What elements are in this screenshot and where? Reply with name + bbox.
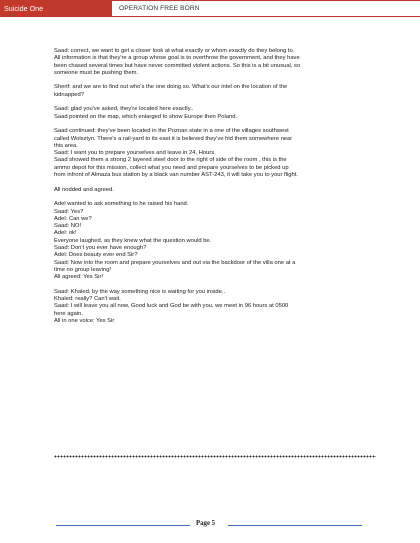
page-header <box>0 0 420 17</box>
text-line: Adel: Can we? <box>54 215 92 222</box>
text-line: Saad: I want you to prepare yourselves and leave in 24, Hours. <box>54 150 216 157</box>
text-line: Saad: Don't you ever have enough? <box>54 245 147 252</box>
text-line: All agreed: Yes Sir! <box>54 274 103 281</box>
text-line: Saad: correct, we want to get a closer look at what exactly or whom exactly do they belong to. <box>54 48 295 54</box>
header-chapter-title: OPERATION FREE BORN <box>112 0 420 17</box>
text-line: called Wolsztyn. There's a rail-yard to its east it is believed they've hid them somewhere near <box>54 135 293 142</box>
paragraph <box>54 201 374 281</box>
text-line: been chased several times but have never committed violent actions. So this is a bit unusual, so <box>54 62 301 69</box>
text-line: ammo depot for this mission, collect what you need and prepare yourselves to be picked up <box>54 164 289 171</box>
text-line: Saad continued: they've been located in the Poznan state in a one of the villages southwest <box>54 128 289 135</box>
footer-rule-right <box>228 525 362 526</box>
text-line: kidnapped? <box>54 91 84 98</box>
text-line: All information is that they're a group whose goal is to overthrow the government, and they have <box>54 55 300 62</box>
paragraph <box>54 84 374 99</box>
text-line: All nodded and agreed. <box>54 186 114 193</box>
page-number: Page 5 <box>196 520 216 527</box>
footer-rule-left <box>56 525 190 526</box>
paragraph <box>54 187 374 194</box>
text-line: Saad pointed on the map, which enlarged to show Europe then Poland. <box>54 113 238 120</box>
text-line: Saad showed them a strong 2 layered steel door to the right of side of the room , this is the <box>54 157 287 164</box>
text-line: Saad: Now into the room and prepare yourselves and out via the backdoor of the villa one at a <box>54 259 296 266</box>
text-line: Adel: ok! <box>54 230 77 237</box>
text-line: Khaled: really? Can't wait. <box>54 296 121 303</box>
paragraph <box>54 48 374 77</box>
text-line: Everyone laughed, as they knew what the question would be. <box>54 237 212 244</box>
section-separator <box>54 455 376 458</box>
paragraph <box>54 128 374 179</box>
text-line: Adel: Does beauty ever end Sir? <box>54 252 138 259</box>
text-line: someone must be pushing them. <box>54 69 139 76</box>
text-line: Saad: I will leave you all now, Good luck and God be with you, we meet in 96 hours at 0500 <box>54 303 289 310</box>
text-line: time no group leaving! <box>54 266 112 273</box>
paragraph <box>54 106 374 121</box>
text-line: this area. <box>54 142 78 149</box>
text-line: Saad: NO! <box>54 223 82 230</box>
document-body <box>54 48 374 333</box>
text-line: Adel wanted to ask something to he raised his hand. <box>54 201 189 208</box>
text-line: here again. <box>54 310 84 317</box>
header-book-title: Suicide One <box>0 0 112 17</box>
text-line: Saad: Yes? <box>54 208 84 215</box>
text-line: from infront of Almaza bus station by a black van number AST-243, it will take you to your flight. <box>54 172 298 179</box>
text-line: All in one voice: Yes Sir <box>54 317 115 324</box>
text-line: Saad: Khaled, by the way something nice is waiting for you inside.. <box>54 288 226 295</box>
text-line: Saad: glad you've asked, they're located here exactly.. <box>54 106 194 113</box>
paragraph <box>54 289 374 325</box>
text-line: Sherif: and we are to find out who's the one doing so. What's our intel on the location of the <box>54 84 288 91</box>
